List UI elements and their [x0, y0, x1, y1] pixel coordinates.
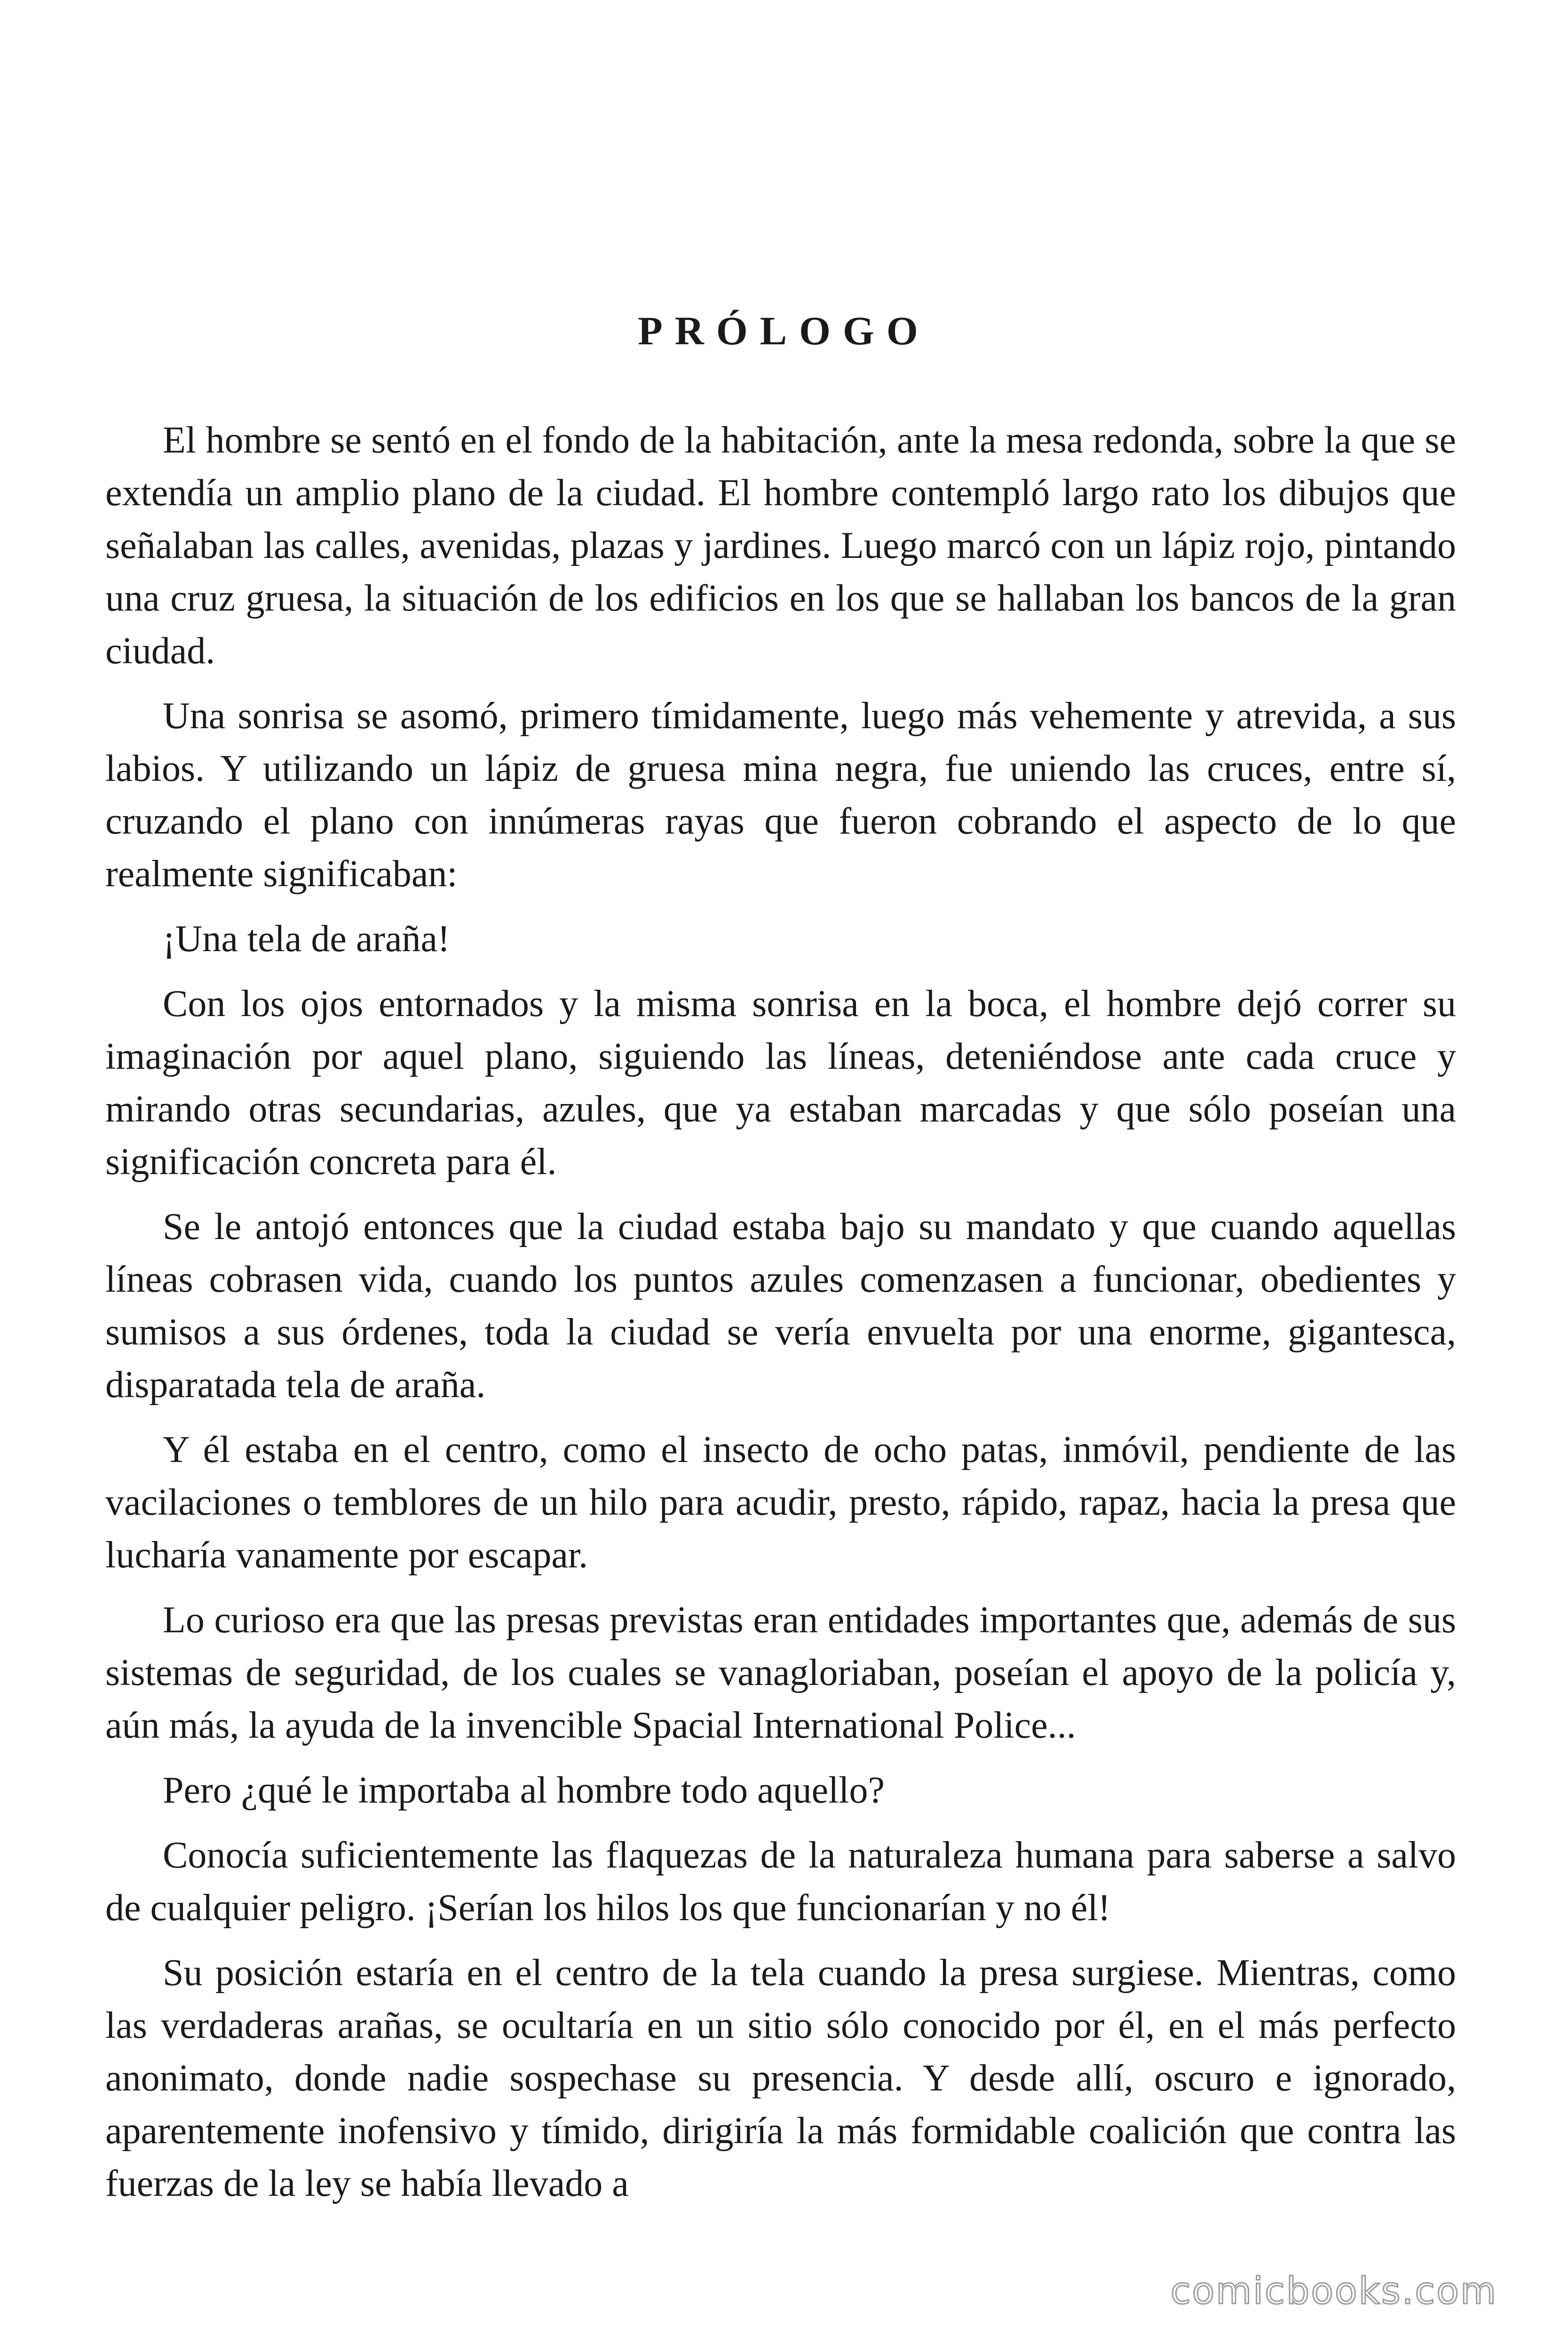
- chapter-title: PRÓLOGO: [638, 308, 930, 353]
- text-body: [105, 414, 1456, 2210]
- paragraph-6: Y él estaba en el centro, como el insecto de ocho patas, inmóvil, pendiente de las vacilaciones o temblores de un hilo para acudir, presto, rápido, rapaz, hacia la presa que lucharía vanamente por escapar.: [105, 1429, 1456, 1576]
- paragraph-4: Con los ojos entornados y la misma sonrisa en la boca, el hombre dejó correr su imaginación por aquel plano, siguiendo las líneas, deteniéndose ante cada cruce y mirando otras secundarias, azules, que ya estaban marcadas y que sólo poseían una significación concreta para él.: [105, 983, 1456, 1183]
- paragraph-1: El hombre se sentó en el fondo de la habitación, ante la mesa redonda, sobre la que se extendía un amplio plano de la ciudad. El hombre contempló largo rato los dibujos que señalaban las calles, avenidas, plazas y jardines. Luego marcó con un lápiz rojo, pintando una cruz gruesa, la situación de los edificios en los que se hallaban los bancos de la gran ciudad.: [105, 420, 1456, 672]
- paragraph-2: Una sonrisa se asomó, primero tímidamente, luego más vehemente y atrevida, a sus labios. Y utilizando un lápiz de gruesa mina negra, fue uniendo las cruces, entre sí, cruzando el plano con innúmeras rayas que fueron cobrando el aspecto de lo que realmente significaban:: [105, 695, 1456, 895]
- paragraph-9: Conocía suficientemente las flaquezas de la naturaleza humana para saberse a salvo de cualquier peligro. ¡Serían los hilos los que funcionarían y no él!: [105, 1835, 1456, 1929]
- paragraph-7: Lo curioso era que las presas previstas eran entidades importantes que, además de sus sistemas de seguridad, de los cuales se vanagloriaban, poseían el apoyo de la policía y, aún más, la ayuda de la invencible Spacial International Police...: [105, 1599, 1456, 1746]
- paragraph-8: Pero ¿qué le importaba al hombre todo aquello?: [163, 1770, 885, 1811]
- watermark: comicbooks.com: [1170, 2270, 1497, 2312]
- paragraph-10: Su posición estaría en el centro de la tela cuando la presa surgiese. Mientras, como las verdaderas arañas, se ocultaría en un sitio sólo conocido por él, en el más perfecto anonimato, donde nadie sospechase su presencia. Y desde allí, oscuro e ignorado, aparentemente inofensivo y tímido, dirigiría la más formidable coalición que contra las fuerzas de la ley se había llevado a: [105, 1952, 1456, 2204]
- paragraph-3: ¡Una tela de araña!: [163, 918, 450, 960]
- paragraph-5: Se le antojó entonces que la ciudad estaba bajo su mandato y que cuando aquellas líneas cobrasen vida, cuando los puntos azules comenzasen a funcionar, obedientes y sumisos a sus órdenes, toda la ciudad se vería envuelta por una enorme, gigantesca, disparatada tela de araña.: [105, 1206, 1456, 1406]
